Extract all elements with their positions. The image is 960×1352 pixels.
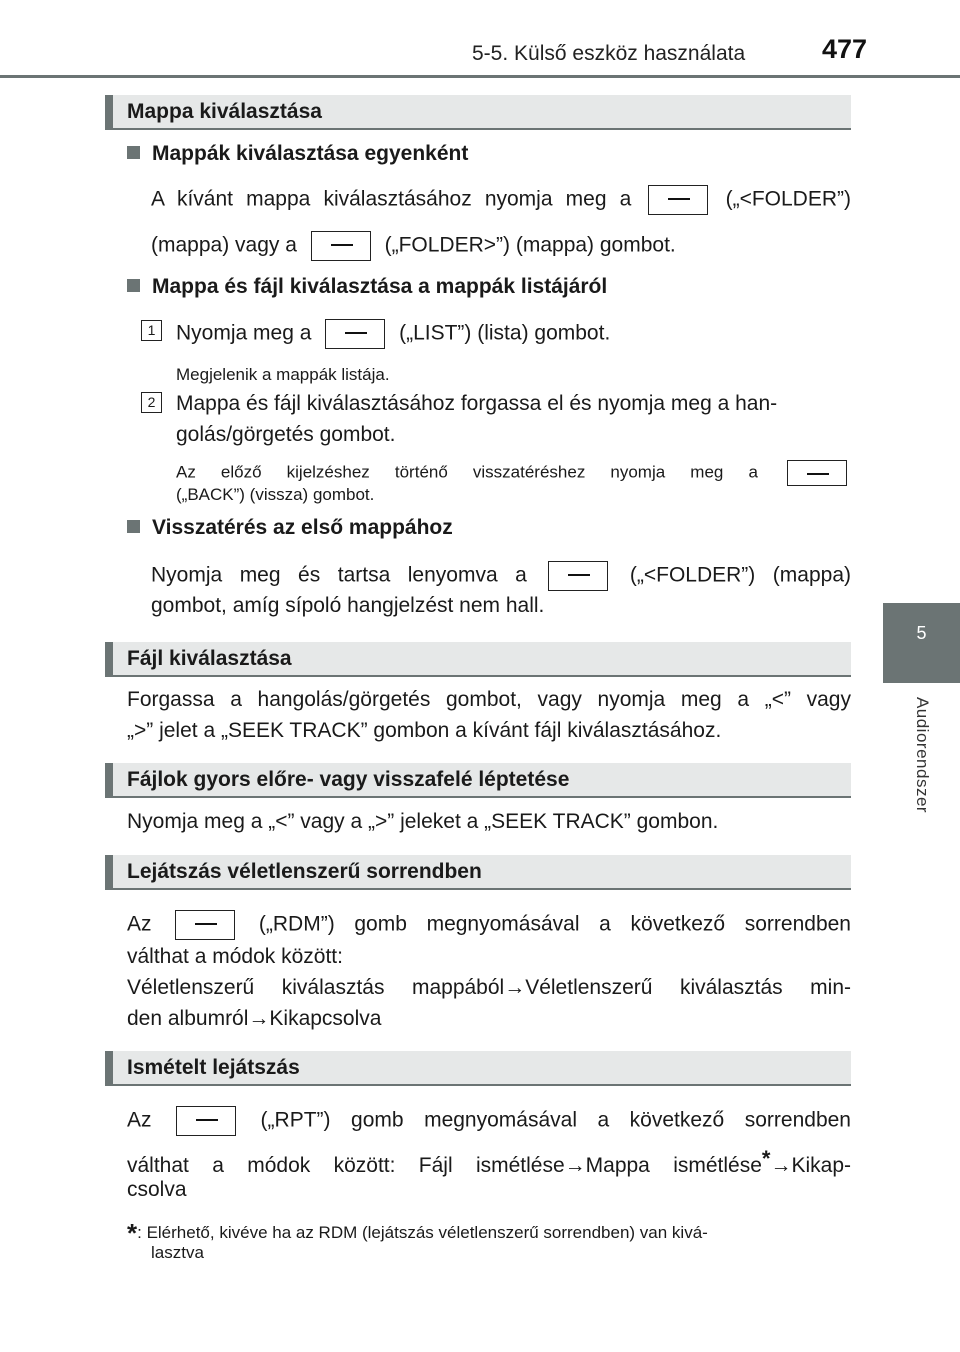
subheading-text: Mappa és fájl kiválasztása a mappák listájáról — [152, 275, 608, 298]
paragraph-line — [151, 561, 851, 591]
text: : Elérhető, kivéve ha az RDM (lejátszás véletlenszerű sorrendben) van kivá- — [137, 1223, 708, 1242]
paragraph-line — [127, 1106, 851, 1136]
subheading-text: Mappák kiválasztása egyenként — [152, 142, 469, 165]
chapter-tab — [883, 603, 960, 683]
section-header-random — [105, 855, 851, 890]
paragraph-line — [127, 1146, 851, 1178]
paragraph-line — [176, 319, 610, 349]
folder-prev-button-icon — [648, 185, 708, 215]
subheading-text: Visszatérés az első mappához — [152, 516, 453, 539]
text: Az — [127, 912, 152, 936]
paragraph-line: den albumról→Kikapcsolva — [127, 1007, 382, 1030]
text: („RPT”) gomb megnyomásával a következő sorrendben — [260, 1108, 851, 1132]
section-title: Fájl kiválasztása — [127, 647, 292, 670]
page-number: 477 — [822, 34, 868, 64]
paragraph-line: golás/görgetés gombot. — [176, 423, 396, 446]
section-header-fast — [105, 763, 851, 798]
text: (mappa) vagy a — [151, 233, 297, 257]
note-line — [176, 460, 851, 486]
text: („<FOLDER”) — [725, 187, 852, 211]
back-button-icon — [787, 460, 847, 486]
text: („LIST”) (lista) gombot. — [399, 321, 611, 345]
note-line: („BACK”) (vissza) gombot. — [176, 485, 375, 504]
paragraph-line: válthat a módok között: — [127, 945, 343, 968]
footnote-line: lasztva — [151, 1243, 204, 1262]
subheading-folder-list — [127, 275, 607, 299]
rdm-button-icon — [175, 910, 235, 940]
text: →Kikap- — [770, 1154, 851, 1177]
paragraph-line: csolva — [127, 1178, 187, 1201]
footnote-line — [127, 1218, 708, 1249]
footnote-marker: * — [127, 1218, 138, 1248]
paragraph-line: gombot, amíg sípoló hangjelzést nem hall. — [151, 594, 545, 617]
paragraph-line: Véletlenszerű kiválasztás mappából→Véletlenszerű kiválasztás min- — [127, 976, 851, 999]
section-title: Fájlok gyors előre- vagy visszafelé léptetése — [127, 768, 570, 791]
text: („<FOLDER”) (mappa) — [629, 563, 851, 587]
section-header-folder — [105, 95, 851, 130]
step-number: 1 — [141, 320, 162, 341]
rpt-button-icon — [176, 1106, 236, 1136]
note-line: Megjelenik a mappák listája. — [176, 365, 390, 384]
section-title: Lejátszás véletlenszerű sorrendben — [127, 860, 482, 883]
running-header: 5-5. Külső eszköz használata — [472, 42, 746, 65]
section-title: Ismételt lejátszás — [127, 1056, 300, 1079]
step-number: 2 — [141, 392, 162, 413]
header-rule — [0, 75, 960, 78]
bullet-square — [127, 279, 140, 292]
section-header-file — [105, 642, 851, 677]
text: („FOLDER>”) (mappa) gombot. — [384, 233, 676, 257]
paragraph-line — [151, 231, 676, 261]
subheading-folder-one — [127, 142, 468, 166]
list-button-icon — [325, 319, 385, 349]
folder-prev-button-icon — [548, 561, 608, 591]
text: („RDM”) gomb megnyomásával a következő sorrendben — [258, 912, 851, 936]
paragraph-line: Mappa és fájl kiválasztásához forgassa el és nyomja meg a han- — [176, 392, 778, 415]
paragraph-line — [127, 910, 851, 940]
text: A kívánt mappa kiválasztásához nyomja meg a — [151, 187, 632, 211]
paragraph-line: Nyomja meg a „<” vagy a „>” jeleket a „SEEK TRACK” gombon. — [127, 810, 719, 833]
paragraph-line — [151, 185, 851, 215]
text: Nyomja meg és tartsa lenyomva a — [151, 563, 527, 587]
bullet-square — [127, 520, 140, 533]
chapter-number: 5 — [916, 623, 927, 643]
paragraph-line: Forgassa a hangolás/görgetés gombot, vagy nyomja meg a „<” vagy — [127, 688, 851, 711]
text: Nyomja meg a — [176, 321, 312, 345]
footnote-marker: * — [761, 1146, 771, 1171]
text: Az előző kijelzéshez történő visszatéréshez nyomja meg a — [176, 462, 758, 482]
text: Az — [127, 1108, 152, 1132]
paragraph-line: „>” jelet a „SEEK TRACK” gombon a kívánt fájl kiválasztásához. — [127, 719, 722, 742]
chapter-label: Audiorendszer — [913, 696, 932, 814]
text: válthat a módok között: Fájl ismétlése→Mappa ismétlése — [127, 1154, 762, 1177]
section-header-repeat — [105, 1051, 851, 1086]
folder-next-button-icon — [311, 231, 371, 261]
section-title: Mappa kiválasztása — [127, 100, 322, 123]
subheading-folder-first — [127, 516, 453, 540]
bullet-square — [127, 146, 140, 159]
